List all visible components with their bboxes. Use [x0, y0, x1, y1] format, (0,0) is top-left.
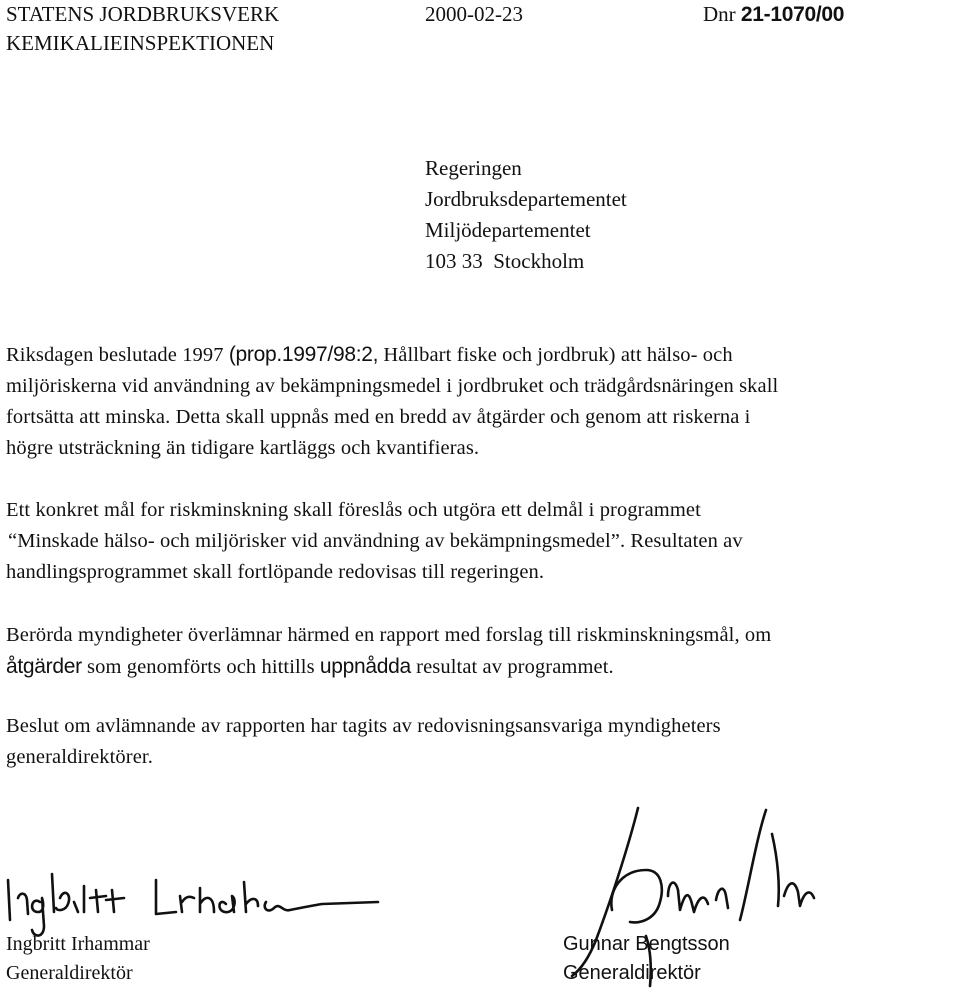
signatory-title: Generaldirektör — [563, 962, 701, 984]
paragraph-line: Ett konkret mål for riskminskning skall föreslås och utgöra ett delmål i programmet — [6, 499, 701, 521]
paragraph-line: Berörda myndigheter överlämnar härmed en rapport med forslag till riskminskningsmål, om — [6, 624, 772, 646]
text-run: Hållbart fiske och jordbruk) att hälso- och — [378, 344, 733, 366]
paragraph-4 — [6, 711, 958, 773]
recipient-line: Regeringen — [425, 156, 522, 180]
paragraph-line: fortsätta att minska. Detta skall uppnås med en bredd av åtgärder och genom att riskerna i — [6, 406, 751, 428]
paragraph-line — [6, 651, 958, 683]
paragraph-line: miljöriskerna vid användning av bekämpningsmedel i jordbruket och trädgårdsnäringen skall — [6, 375, 779, 397]
org-name-line1: STATENS JORDBRUKSVERK — [6, 2, 280, 26]
text-run: som genomförts och hittills — [81, 656, 320, 678]
signatory-title: Generaldirektör — [6, 962, 133, 984]
paragraph-line: generaldirektörer. — [6, 746, 153, 768]
paragraph-line: handlingsprogrammet skall fortlöpande redovisas till regeringen. — [6, 561, 545, 583]
signatory-name: Gunnar Bengtsson — [563, 933, 730, 955]
org-name-line2: KEMIKALIEINSPEKTIONEN — [6, 31, 275, 55]
paragraph-line: Beslut om avlämnande av rapporten har tagits av redovisningsansvariga myndigheters — [6, 715, 721, 737]
inserted-word: uppnådda — [319, 655, 411, 678]
document-date: 2000-02-23 — [425, 2, 523, 26]
text-run: Riksdagen beslutade 1997 — [6, 344, 229, 366]
paragraph-2 — [6, 495, 958, 588]
text-run: resultat av programmet. — [410, 656, 614, 678]
signatory-name: Ingbritt Irhammar — [6, 933, 150, 955]
dnr-field — [703, 0, 844, 29]
paragraph-line: “Minskade hälso- och miljörisker vid användning av bekämpningsmedel”. Resultaten av — [8, 530, 743, 552]
proposition-reference: (prop.1997/98:2, — [228, 343, 379, 366]
paragraph-line — [6, 339, 958, 371]
paragraph-1 — [6, 339, 958, 464]
paragraph-line: högre utsträckning än tidigare kartläggs och kvantifieras. — [6, 437, 480, 459]
recipient-address — [425, 153, 627, 277]
recipient-line: Jordbruksdepartementet — [425, 187, 627, 211]
recipient-line: 103 33 Stockholm — [425, 249, 585, 273]
dnr-label: Dnr — [703, 2, 736, 26]
dnr-value: 21-1070/00 — [740, 3, 845, 26]
recipient-line: Miljödepartementet — [425, 218, 591, 242]
inserted-word: åtgärder — [6, 655, 82, 678]
paragraph-3 — [6, 620, 958, 683]
